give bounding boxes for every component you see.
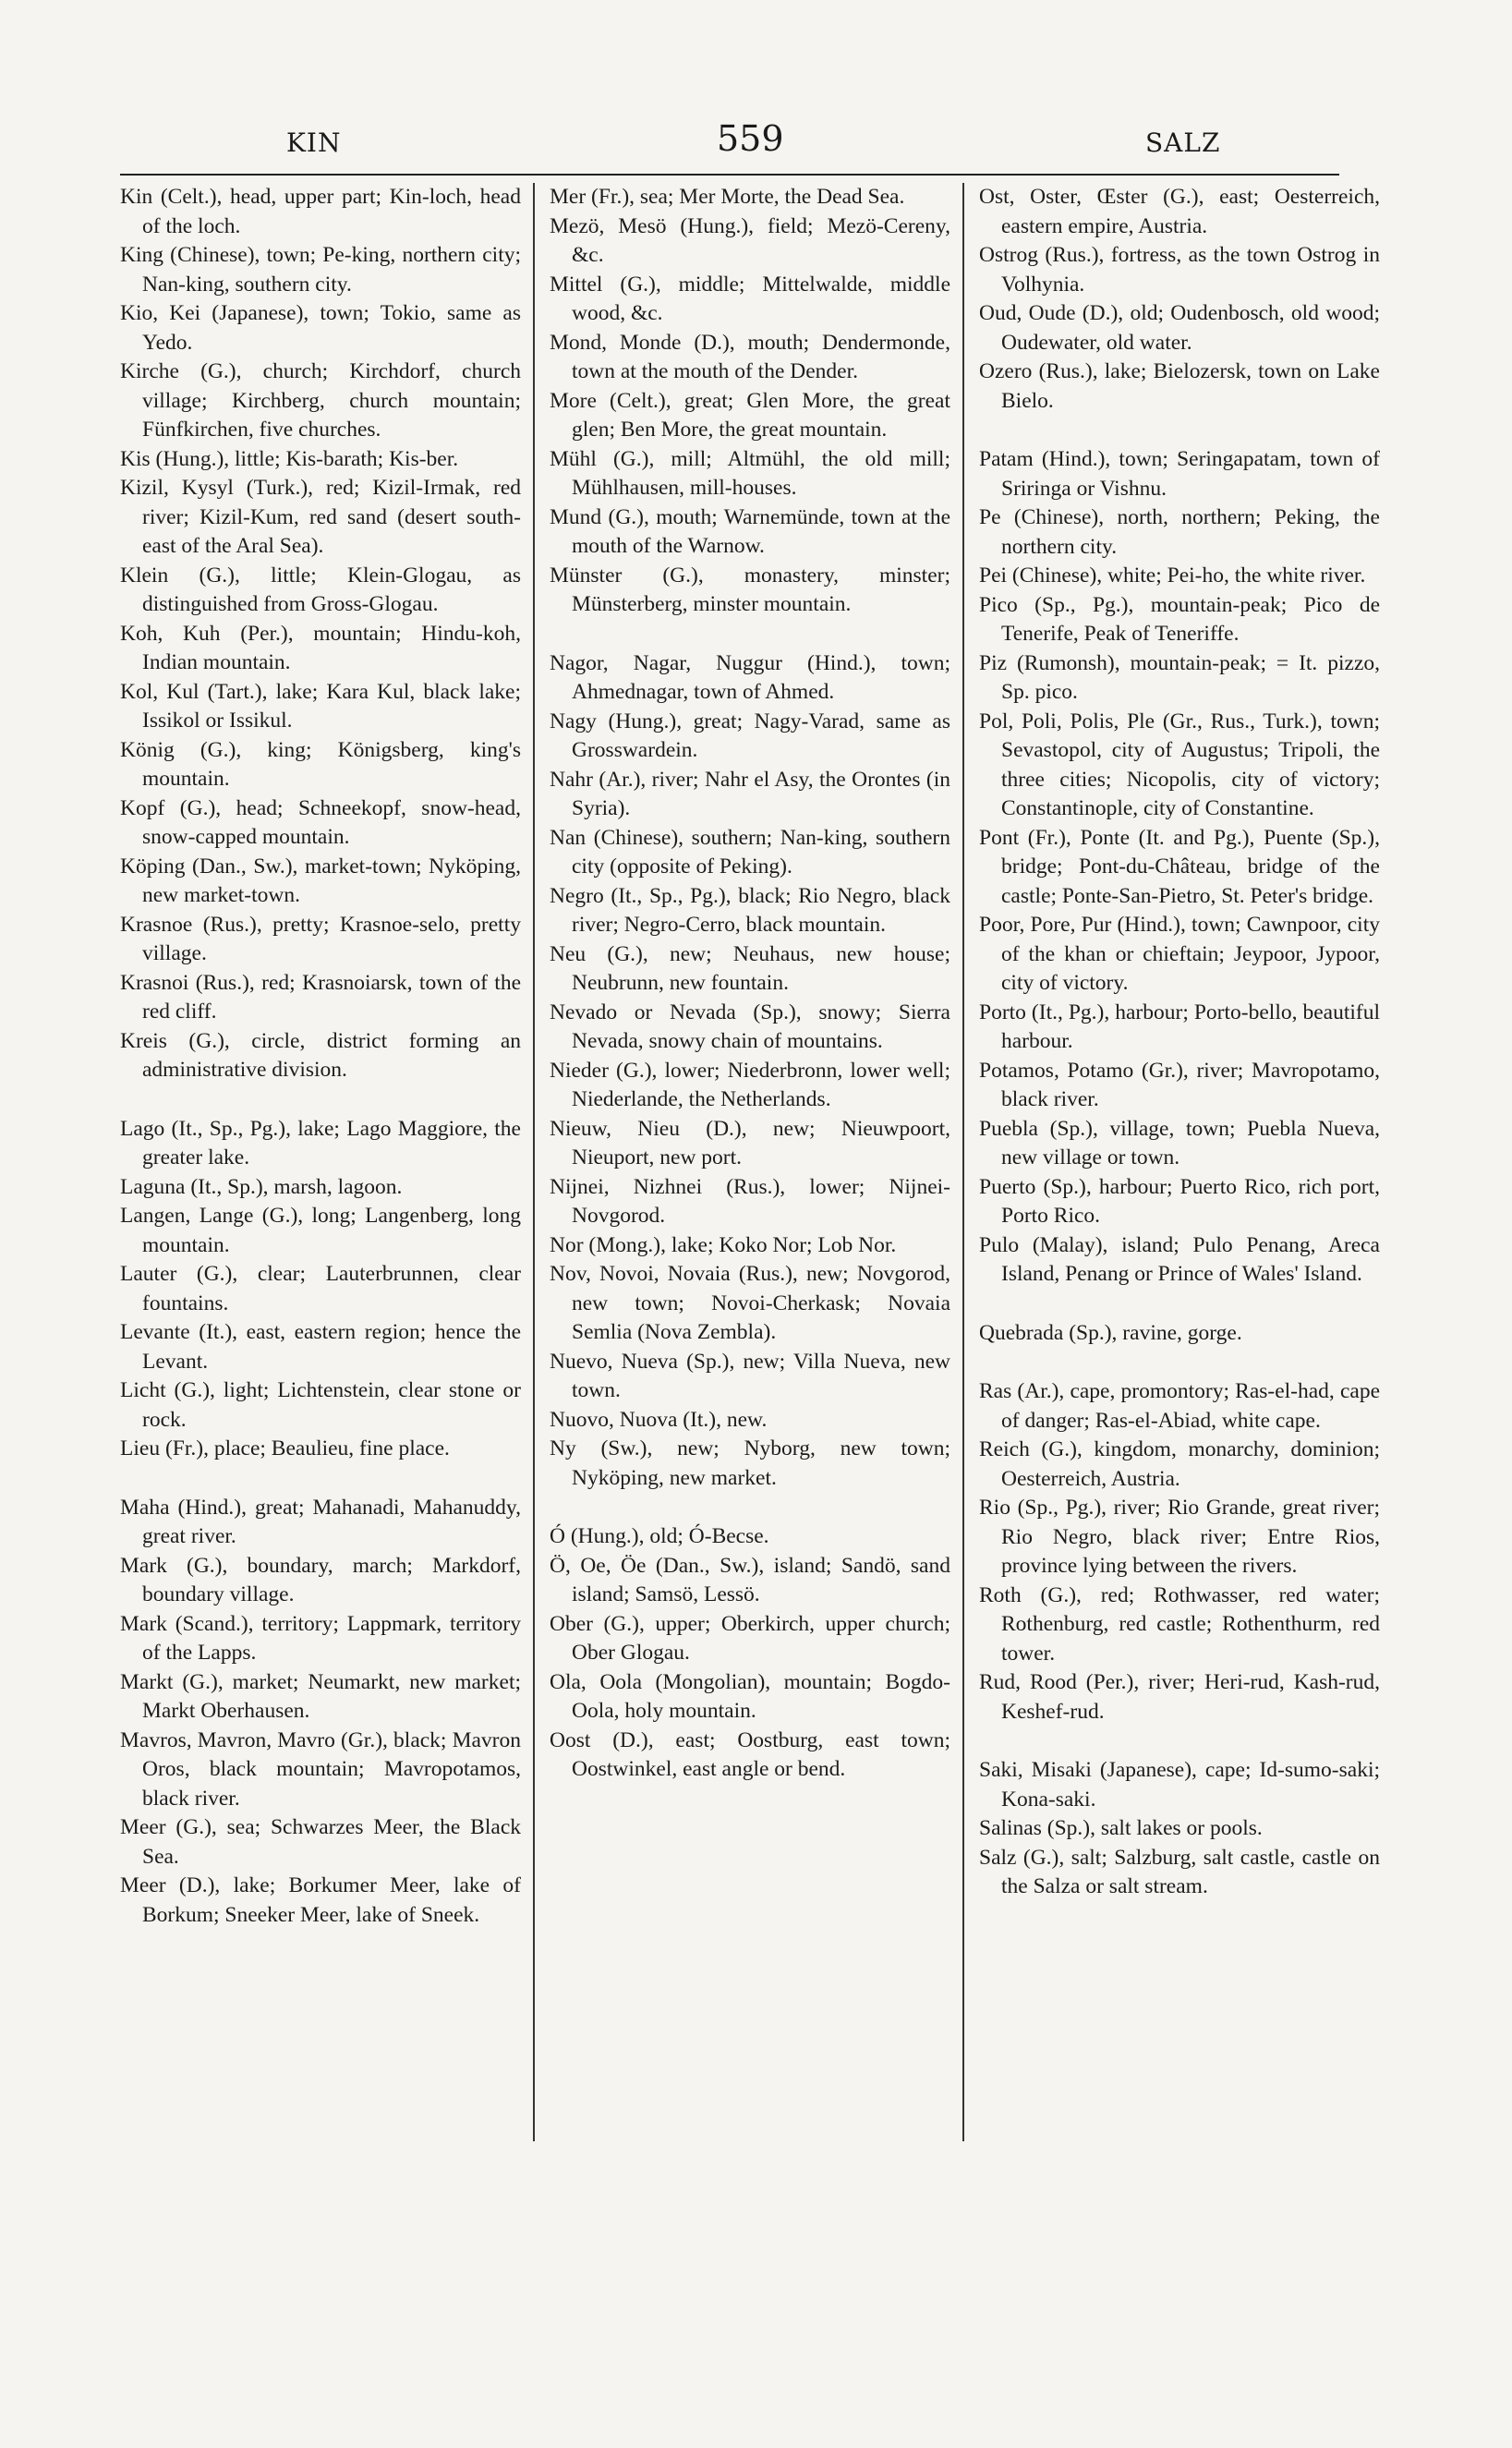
page-number: 559 bbox=[717, 118, 784, 159]
glossary-entry: Nuovo, Nuova (It.), new. bbox=[550, 1407, 768, 1432]
glossary-entry: Kio, Kei (Japanese), town; Tokio, same as Yedo. bbox=[120, 301, 521, 355]
glossary-entry: Oud, Oude (D.), old; Oudenbosch, old wood; Oudewater, old water. bbox=[979, 301, 1380, 355]
column-2 bbox=[550, 183, 950, 1785]
glossary-entry: Pico (Sp., Pg.), mountain-peak; Pico de Tenerife, Peak of Teneriffe. bbox=[979, 592, 1380, 646]
glossary-entry: Kol, Kul (Tart.), lake; Kara Kul, black lake; Issikol or Issikul. bbox=[120, 679, 521, 733]
glossary-entry: Neu (G.), new; Neuhaus, new house; Neubrunn, new fountain. bbox=[550, 941, 950, 995]
glossary-entry: King (Chinese), town; Pe-king, northern city; Nan-king, southern city. bbox=[120, 243, 521, 297]
glossary-entry: Mezö, Mesö (Hung.), field; Mezö-Cereny, &c. bbox=[550, 213, 950, 267]
glossary-entry: Krasnoe (Rus.), pretty; Krasnoe-selo, pretty village. bbox=[120, 912, 521, 965]
glossary-entry: Potamos, Potamo (Gr.), river; Mavropotamo, black river. bbox=[979, 1058, 1380, 1111]
glossary-entry: Kopf (G.), head; Schneekopf, snow-head, snow-capped mountain. bbox=[120, 795, 521, 849]
glossary-entry: König (G.), king; Königsberg, king's mountain. bbox=[120, 737, 521, 791]
glossary-entry: Ö, Oe, Öe (Dan., Sw.), island; Sandö, sand island; Samsö, Lessö. bbox=[550, 1553, 950, 1606]
glossary-entry: Oost (D.), east; Oostburg, east town; Oostwinkel, east angle or bend. bbox=[550, 1727, 950, 1781]
glossary-entry: Pont (Fr.), Ponte (It. and Pg.), Puente (Sp.), bridge; Pont-du-Château, bridge of the castle; Ponte-San-Pietro, St. Peter's bridge. bbox=[979, 825, 1380, 908]
glossary-columns bbox=[120, 183, 1380, 2169]
glossary-entry: Nevado or Nevada (Sp.), snowy; Sierra Nevada, snowy chain of mountains. bbox=[550, 1000, 950, 1053]
glossary-entry: Patam (Hind.), town; Seringapatam, town of Sriringa or Vishnu. bbox=[979, 447, 1380, 501]
header-right-guideword: SALZ bbox=[1145, 127, 1221, 158]
glossary-entry: Mühl (G.), mill; Altmühl, the old mill; Mühlhausen, mill-houses. bbox=[550, 446, 950, 500]
glossary-entry: Piz (Rumonsh), mountain-peak; = It. pizzo, Sp. pico. bbox=[979, 650, 1380, 704]
glossary-entry: Puebla (Sp.), village, town; Puebla Nueva, new village or town. bbox=[979, 1116, 1380, 1169]
glossary-entry: Markt (G.), market; Neumarkt, new market; Markt Oberhausen. bbox=[120, 1669, 521, 1723]
letter-section-gap bbox=[979, 1348, 1380, 1377]
glossary-entry: Langen, Lange (G.), long; Langenberg, long mountain. bbox=[120, 1204, 521, 1257]
glossary-entry: Nagy (Hung.), great; Nagy-Varad, same as Grosswardein. bbox=[550, 709, 950, 762]
glossary-entry: Krasnoi (Rus.), red; Krasnoiarsk, town of the red cliff. bbox=[120, 970, 521, 1024]
glossary-entry: Rio (Sp., Pg.), river; Rio Grande, great river; Rio Negro, black river; Entre Rios, province lying between the rivers. bbox=[979, 1496, 1380, 1578]
glossary-entry: Saki, Misaki (Japanese), cape; Id-sumo-saki; Kona-saki. bbox=[979, 1758, 1380, 1812]
glossary-entry: Lauter (G.), clear; Lauterbrunnen, clear fountains. bbox=[120, 1262, 521, 1315]
glossary-entry: Nov, Novoi, Novaia (Rus.), new; Novgorod, new town; Novoi-Cherkask; Novaia Semlia (Nova Zembla). bbox=[550, 1262, 950, 1344]
glossary-entry: Salinas (Sp.), salt lakes or pools. bbox=[979, 1816, 1263, 1840]
glossary-entry: Nahr (Ar.), river; Nahr el Asy, the Orontes (in Syria). bbox=[550, 767, 950, 820]
letter-section-gap bbox=[979, 1290, 1380, 1319]
glossary-entry: Pol, Poli, Polis, Ple (Gr., Rus., Turk.), town; Sevastopol, city of Augustus; Tripoli, the three cities; Nicopolis, city of victory; Constantinople, city of Constantine. bbox=[979, 709, 1380, 820]
glossary-entry: Nieder (G.), lower; Niederbronn, lower well; Niederlande, the Netherlands. bbox=[550, 1058, 950, 1111]
glossary-entry: Ost, Oster, Œster (G.), east; Oesterreich, eastern empire, Austria. bbox=[979, 185, 1380, 238]
glossary-entry: Maha (Hind.), great; Mahanadi, Mahanuddy, great river. bbox=[120, 1495, 521, 1548]
glossary-entry: Mond, Monde (D.), mouth; Dendermonde, town at the mouth of the Dender. bbox=[550, 330, 950, 383]
running-header bbox=[120, 118, 1339, 176]
glossary-entry: Nan (Chinese), southern; Nan-king, southern city (opposite of Peking). bbox=[550, 825, 950, 879]
glossary-entry: Meer (D.), lake; Borkumer Meer, lake of Borkum; Sneeker Meer, lake of Sneek. bbox=[120, 1873, 521, 1927]
glossary-entry: Quebrada (Sp.), ravine, gorge. bbox=[979, 1320, 1242, 1345]
letter-section-gap bbox=[550, 1493, 950, 1522]
glossary-entry: Porto (It., Pg.), harbour; Porto-bello, beautiful harbour. bbox=[979, 1000, 1380, 1053]
glossary-entry: More (Celt.), great; Glen More, the great glen; Ben More, the great mountain. bbox=[550, 388, 950, 442]
letter-section-gap bbox=[120, 1085, 521, 1115]
glossary-entry: Lago (It., Sp., Pg.), lake; Lago Maggiore, the greater lake. bbox=[120, 1116, 521, 1169]
glossary-entry: Negro (It., Sp., Pg.), black; Rio Negro, black river; Negro-Cerro, black mountain. bbox=[550, 883, 950, 937]
glossary-entry: Nor (Mong.), lake; Koko Nor; Lob Nor. bbox=[550, 1232, 897, 1257]
glossary-entry: Klein (G.), little; Klein-Glogau, as distinguished from Gross-Glogau. bbox=[120, 563, 521, 616]
glossary-entry: Levante (It.), east, eastern region; hence the Levant. bbox=[120, 1320, 521, 1374]
column-divider bbox=[533, 183, 535, 2141]
glossary-entry: Ó (Hung.), old; Ó-Becse. bbox=[550, 1524, 769, 1548]
glossary-entry: Ny (Sw.), new; Nyborg, new town; Nyköping, new market. bbox=[550, 1436, 950, 1490]
column-3 bbox=[979, 183, 1380, 1902]
glossary-entry: Poor, Pore, Pur (Hind.), town; Cawnpoor, city of the khan or chieftain; Jeypoor, Jypoor, city of victory. bbox=[979, 913, 1380, 995]
glossary-entry: Laguna (It., Sp.), marsh, lagoon. bbox=[120, 1174, 403, 1199]
column-1 bbox=[120, 183, 521, 1930]
glossary-entry: Ola, Oola (Mongolian), mountain; Bogdo-Oola, holy mountain. bbox=[550, 1669, 950, 1723]
glossary-entry: Reich (G.), kingdom, monarchy, dominion; Oesterreich, Austria. bbox=[979, 1437, 1380, 1491]
glossary-entry: Salz (G.), salt; Salzburg, salt castle, castle on the Salza or salt stream. bbox=[979, 1845, 1380, 1898]
glossary-entry: Nagor, Nagar, Nuggur (Hind.), town; Ahmednagar, town of Ahmed. bbox=[550, 650, 950, 704]
glossary-entry: Mavros, Mavron, Mavro (Gr.), black; Mavron Oros, black mountain; Mavropotamos, black river. bbox=[120, 1727, 521, 1811]
glossary-entry: Münster (G.), monastery, minster; Münsterberg, minster mountain. bbox=[550, 563, 950, 616]
glossary-entry: Lieu (Fr.), place; Beaulieu, fine place. bbox=[120, 1436, 450, 1460]
glossary-entry: Roth (G.), red; Rothwasser, red water; Rothenburg, red castle; Rothenthurm, red tower. bbox=[979, 1582, 1380, 1666]
glossary-entry: Mittel (G.), middle; Mittelwalde, middle wood, &c. bbox=[550, 272, 950, 325]
glossary-entry: Mund (G.), mouth; Warnemünde, town at the mouth of the Warnow. bbox=[550, 504, 950, 558]
glossary-entry: Kreis (G.), circle, district forming an administrative division. bbox=[120, 1028, 521, 1082]
glossary-entry: Mark (Scand.), territory; Lappmark, territory of the Lapps. bbox=[120, 1611, 521, 1665]
column-divider bbox=[962, 183, 964, 2141]
glossary-entry: Kizil, Kysyl (Turk.), red; Kizil-Irmak, red river; Kizil-Kum, red sand (desert south-east of the Aral Sea). bbox=[120, 476, 521, 558]
glossary-entry: Kis (Hung.), little; Kis-barath; Kis-ber. bbox=[120, 446, 459, 471]
header-left-guideword: KIN bbox=[286, 127, 342, 158]
glossary-entry: Köping (Dan., Sw.), market-town; Nyköping, new market-town. bbox=[120, 854, 521, 907]
glossary-entry: Pei (Chinese), white; Pei-ho, the white river. bbox=[979, 564, 1366, 588]
glossary-entry: Licht (G.), light; Lichtenstein, clear stone or rock. bbox=[120, 1378, 521, 1432]
glossary-entry: Mark (G.), boundary, march; Markdorf, boundary village. bbox=[120, 1553, 521, 1606]
glossary-entry: Rud, Rood (Per.), river; Heri-rud, Kash-rud, Keshef-rud. bbox=[979, 1670, 1380, 1724]
glossary-entry: Ostrog (Rus.), fortress, as the town Ostrog in Volhynia. bbox=[979, 243, 1380, 297]
letter-section-gap bbox=[979, 1727, 1380, 1756]
glossary-entry: Ober (G.), upper; Oberkirch, upper church; Ober Glogau. bbox=[550, 1611, 950, 1665]
glossary-entry: Kin (Celt.), head, upper part; Kin-loch, head of the loch. bbox=[120, 185, 521, 238]
glossary-entry: Pulo (Malay), island; Pulo Penang, Areca Island, Penang or Prince of Wales' Island. bbox=[979, 1232, 1380, 1286]
glossary-entry: Ozero (Rus.), lake; Bielozersk, town on Lake Bielo. bbox=[979, 359, 1380, 413]
glossary-entry: Koh, Kuh (Per.), mountain; Hindu-koh, Indian mountain. bbox=[120, 621, 521, 674]
glossary-entry: Mer (Fr.), sea; Mer Morte, the Dead Sea. bbox=[550, 185, 905, 209]
glossary-entry: Nieuw, Nieu (D.), new; Nieuwpoort, Nieuport, new port. bbox=[550, 1116, 950, 1169]
letter-section-gap bbox=[979, 416, 1380, 445]
glossary-entry: Kirche (G.), church; Kirchdorf, church village; Kirchberg, church mountain; Fünfkirchen, five churches. bbox=[120, 359, 521, 442]
glossary-entry: Ras (Ar.), cape, promontory; Ras-el-had, cape of danger; Ras-el-Abiad, white cape. bbox=[979, 1379, 1380, 1433]
glossary-entry: Nuevo, Nueva (Sp.), new; Villa Nueva, new town. bbox=[550, 1349, 950, 1402]
letter-section-gap bbox=[120, 1464, 521, 1494]
glossary-entry: Puerto (Sp.), harbour; Puerto Rico, rich port, Porto Rico. bbox=[979, 1174, 1380, 1228]
glossary-entry: Pe (Chinese), north, northern; Peking, the northern city. bbox=[979, 505, 1380, 559]
glossary-entry: Nijnei, Nizhnei (Rus.), lower; Nijnei-Novgorod. bbox=[550, 1174, 950, 1228]
letter-section-gap bbox=[550, 620, 950, 649]
glossary-entry: Meer (G.), sea; Schwarzes Meer, the Black Sea. bbox=[120, 1815, 521, 1869]
